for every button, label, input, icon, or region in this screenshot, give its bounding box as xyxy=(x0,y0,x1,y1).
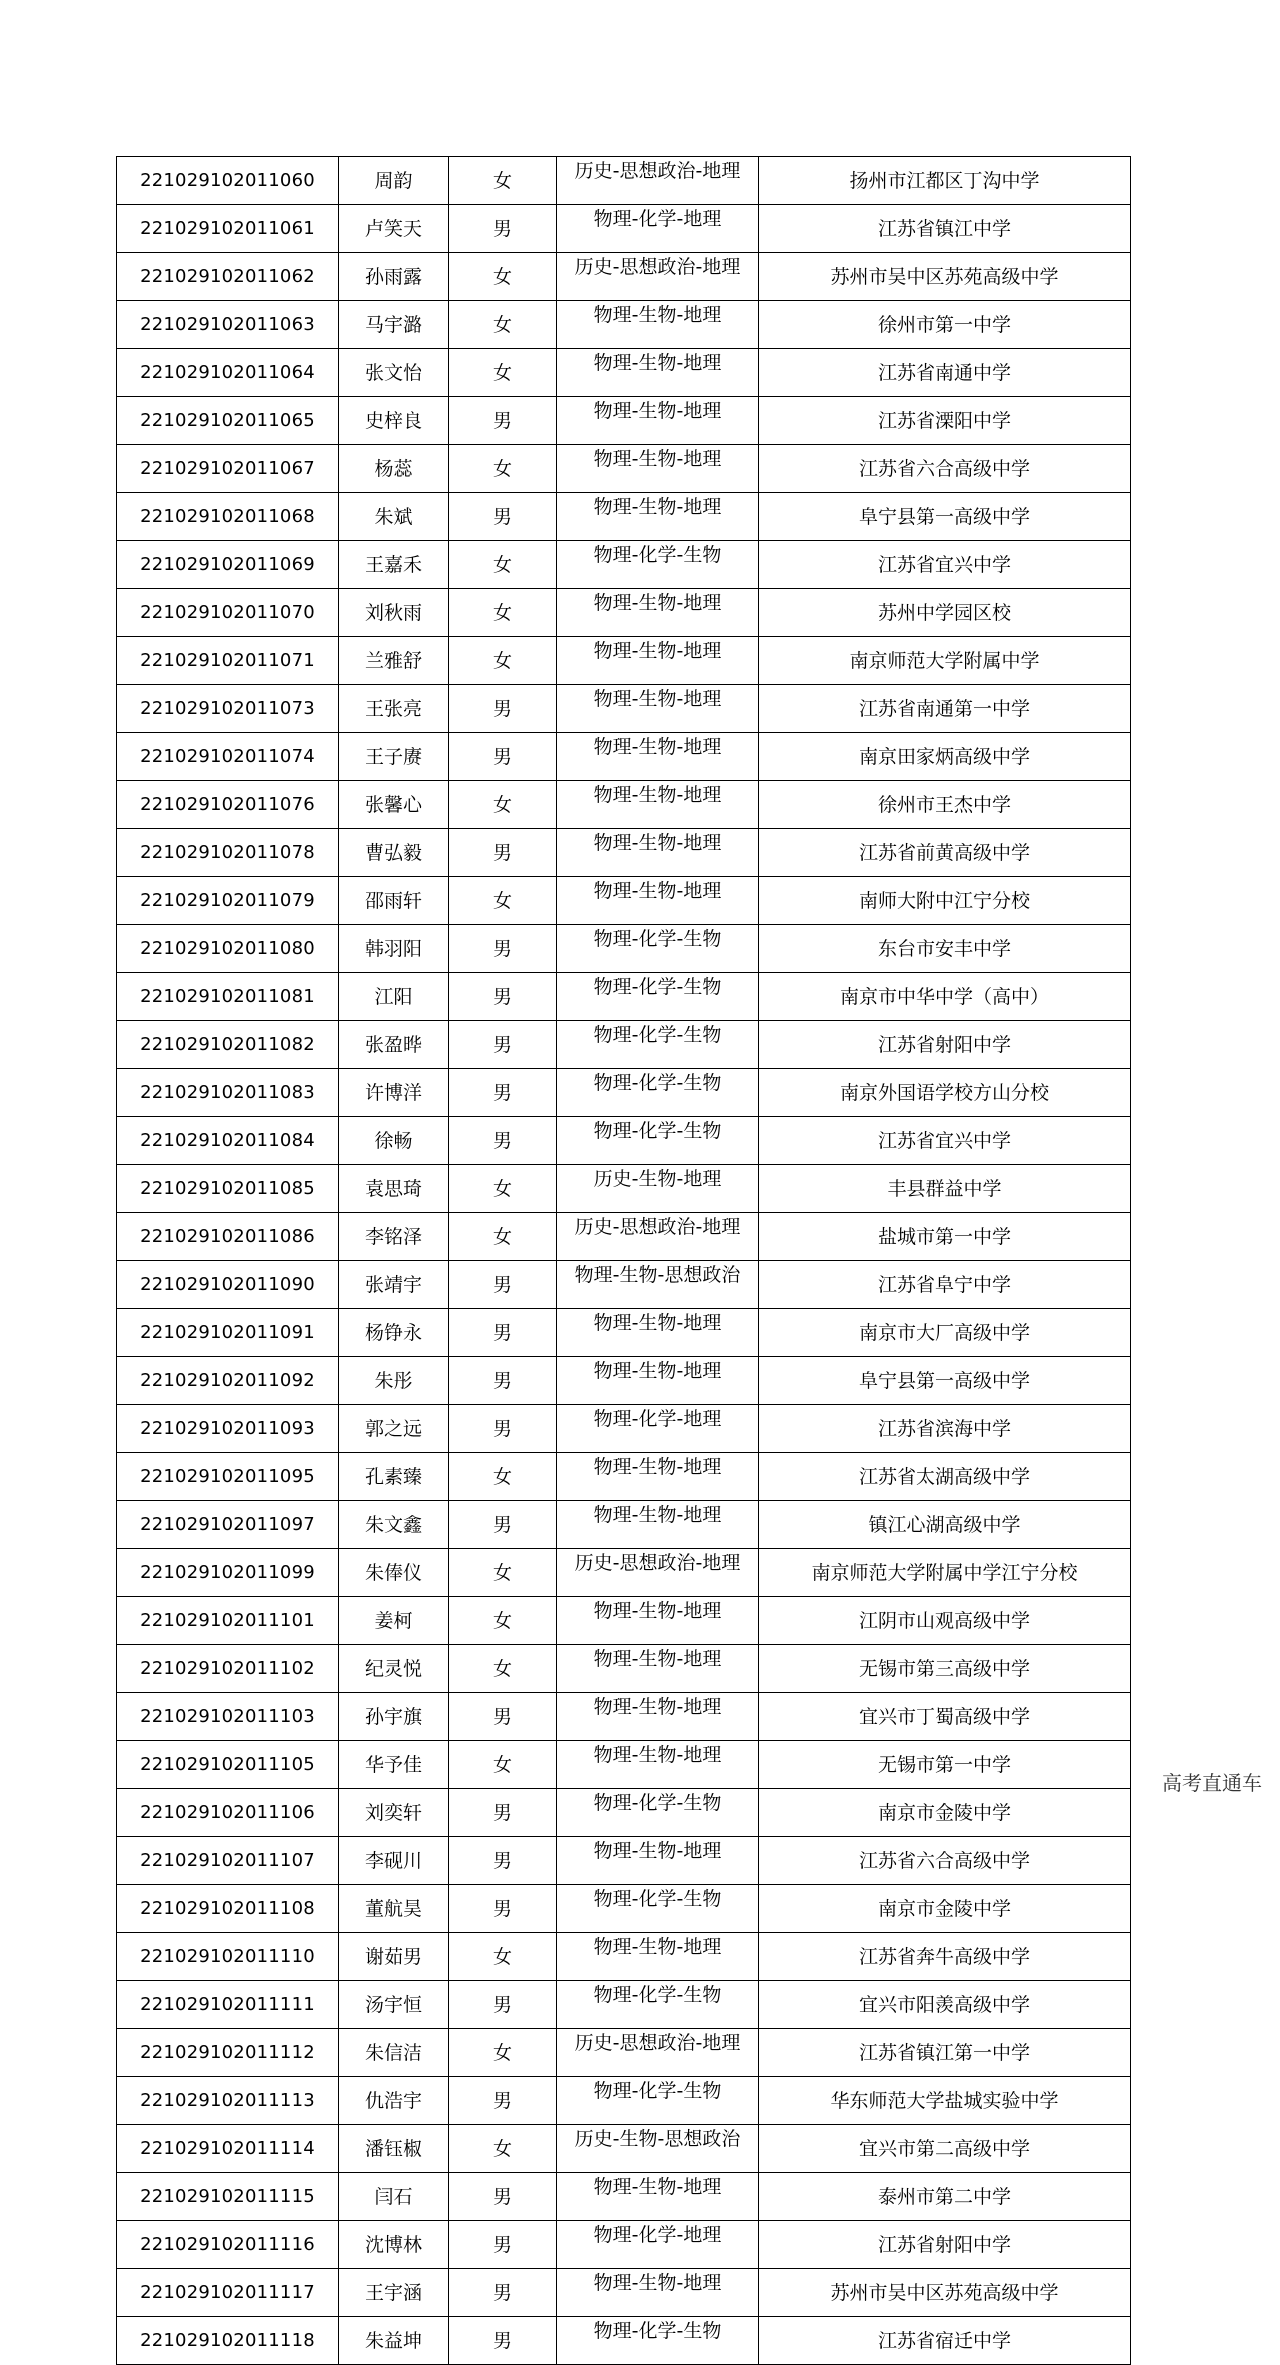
gender-cell: 男 xyxy=(449,2221,557,2269)
table-row xyxy=(117,1981,1131,2029)
gender-cell: 女 xyxy=(449,781,557,829)
school-cell: 东台市安丰中学 xyxy=(759,925,1131,973)
student-id-cell: 221029102011082 xyxy=(117,1021,339,1069)
school-cell: 宜兴市阳羡高级中学 xyxy=(759,1981,1131,2029)
table-row xyxy=(117,877,1131,925)
student-name-cell: 许博洋 xyxy=(339,1069,449,1117)
subject-combo-cell: 历史-思想政治-地理 xyxy=(557,2029,759,2077)
table-row xyxy=(117,1357,1131,1405)
gender-cell: 女 xyxy=(449,1597,557,1645)
student-name-cell: 姜柯 xyxy=(339,1597,449,1645)
table-row xyxy=(117,1597,1131,1645)
student-name-cell: 华予佳 xyxy=(339,1741,449,1789)
gender-cell: 男 xyxy=(449,1837,557,1885)
subject-combo-cell: 历史-生物-地理 xyxy=(557,1165,759,1213)
student-name-cell: 王张亮 xyxy=(339,685,449,733)
subject-combo-cell: 物理-化学-生物 xyxy=(557,2317,759,2365)
school-cell: 江苏省奔牛高级中学 xyxy=(759,1933,1131,1981)
student-id-cell: 221029102011069 xyxy=(117,541,339,589)
student-id-cell: 221029102011083 xyxy=(117,1069,339,1117)
student-name-cell: 张馨心 xyxy=(339,781,449,829)
table-row xyxy=(117,349,1131,397)
subject-combo-cell: 物理-生物-地理 xyxy=(557,2269,759,2317)
school-cell: 江苏省滨海中学 xyxy=(759,1405,1131,1453)
subject-combo-cell: 物理-化学-生物 xyxy=(557,925,759,973)
gender-cell: 女 xyxy=(449,637,557,685)
student-name-cell: 王宇涵 xyxy=(339,2269,449,2317)
gender-cell: 男 xyxy=(449,397,557,445)
table-row xyxy=(117,1933,1131,1981)
table-row xyxy=(117,925,1131,973)
gender-cell: 男 xyxy=(449,829,557,877)
table-row xyxy=(117,205,1131,253)
school-cell: 江阴市山观高级中学 xyxy=(759,1597,1131,1645)
student-id-cell: 221029102011060 xyxy=(117,157,339,205)
table-row xyxy=(117,2077,1131,2125)
gender-cell: 男 xyxy=(449,2269,557,2317)
subject-combo-cell: 物理-生物-思想政治 xyxy=(557,1261,759,1309)
gender-cell: 女 xyxy=(449,1165,557,1213)
table-row xyxy=(117,445,1131,493)
student-id-cell: 221029102011111 xyxy=(117,1981,339,2029)
table-row xyxy=(117,1885,1131,1933)
subject-combo-cell: 物理-生物-地理 xyxy=(557,781,759,829)
subject-combo-cell: 物理-生物-地理 xyxy=(557,1645,759,1693)
school-cell: 江苏省南通第一中学 xyxy=(759,685,1131,733)
school-cell: 江苏省阜宁中学 xyxy=(759,1261,1131,1309)
gender-cell: 男 xyxy=(449,1405,557,1453)
student-id-cell: 221029102011062 xyxy=(117,253,339,301)
student-name-cell: 闫石 xyxy=(339,2173,449,2221)
subject-combo-cell: 物理-化学-地理 xyxy=(557,205,759,253)
subject-combo-cell: 物理-生物-地理 xyxy=(557,1501,759,1549)
gender-cell: 女 xyxy=(449,1741,557,1789)
student-name-cell: 刘奕轩 xyxy=(339,1789,449,1837)
student-name-cell: 韩羽阳 xyxy=(339,925,449,973)
school-cell: 泰州市第二中学 xyxy=(759,2173,1131,2221)
gender-cell: 女 xyxy=(449,349,557,397)
gender-cell: 男 xyxy=(449,1885,557,1933)
roster-body xyxy=(117,157,1131,2365)
student-id-cell: 221029102011106 xyxy=(117,1789,339,1837)
student-id-cell: 221029102011074 xyxy=(117,733,339,781)
school-cell: 徐州市第一中学 xyxy=(759,301,1131,349)
gender-cell: 女 xyxy=(449,1933,557,1981)
table-row xyxy=(117,301,1131,349)
gender-cell: 女 xyxy=(449,2125,557,2173)
school-cell: 江苏省射阳中学 xyxy=(759,1021,1131,1069)
student-name-cell: 潘钰椒 xyxy=(339,2125,449,2173)
student-id-cell: 221029102011114 xyxy=(117,2125,339,2173)
school-cell: 宜兴市第二高级中学 xyxy=(759,2125,1131,2173)
student-name-cell: 曹弘毅 xyxy=(339,829,449,877)
subject-combo-cell: 物理-生物-地理 xyxy=(557,829,759,877)
school-cell: 南京田家炳高级中学 xyxy=(759,733,1131,781)
subject-combo-cell: 物理-生物-地理 xyxy=(557,1933,759,1981)
school-cell: 华东师范大学盐城实验中学 xyxy=(759,2077,1131,2125)
subject-combo-cell: 物理-化学-地理 xyxy=(557,1405,759,1453)
gender-cell: 男 xyxy=(449,1069,557,1117)
student-name-cell: 李砚川 xyxy=(339,1837,449,1885)
student-id-cell: 221029102011110 xyxy=(117,1933,339,1981)
table-row xyxy=(117,1405,1131,1453)
subject-combo-cell: 历史-思想政治-地理 xyxy=(557,253,759,301)
student-id-cell: 221029102011102 xyxy=(117,1645,339,1693)
gender-cell: 男 xyxy=(449,493,557,541)
gender-cell: 男 xyxy=(449,1693,557,1741)
school-cell: 南京市中华中学（高中） xyxy=(759,973,1131,1021)
gender-cell: 男 xyxy=(449,1357,557,1405)
student-id-cell: 221029102011099 xyxy=(117,1549,339,1597)
table-row xyxy=(117,1453,1131,1501)
gender-cell: 男 xyxy=(449,1117,557,1165)
student-name-cell: 纪灵悦 xyxy=(339,1645,449,1693)
subject-combo-cell: 物理-化学-生物 xyxy=(557,1981,759,2029)
student-name-cell: 马宇潞 xyxy=(339,301,449,349)
table-row xyxy=(117,589,1131,637)
school-cell: 盐城市第一中学 xyxy=(759,1213,1131,1261)
student-id-cell: 221029102011095 xyxy=(117,1453,339,1501)
subject-combo-cell: 物理-化学-生物 xyxy=(557,1789,759,1837)
subject-combo-cell: 物理-生物-地理 xyxy=(557,301,759,349)
subject-combo-cell: 物理-生物-地理 xyxy=(557,349,759,397)
gender-cell: 男 xyxy=(449,685,557,733)
student-id-cell: 221029102011073 xyxy=(117,685,339,733)
student-name-cell: 徐畅 xyxy=(339,1117,449,1165)
subject-combo-cell: 物理-生物-地理 xyxy=(557,1357,759,1405)
table-row xyxy=(117,1261,1131,1309)
gender-cell: 男 xyxy=(449,733,557,781)
gender-cell: 女 xyxy=(449,445,557,493)
subject-combo-cell: 物理-生物-地理 xyxy=(557,1837,759,1885)
student-id-cell: 221029102011070 xyxy=(117,589,339,637)
student-id-cell: 221029102011061 xyxy=(117,205,339,253)
table-row xyxy=(117,157,1131,205)
student-name-cell: 朱益坤 xyxy=(339,2317,449,2365)
school-cell: 江苏省溧阳中学 xyxy=(759,397,1131,445)
table-row xyxy=(117,1837,1131,1885)
subject-combo-cell: 物理-生物-地理 xyxy=(557,589,759,637)
school-cell: 江苏省太湖高级中学 xyxy=(759,1453,1131,1501)
gender-cell: 男 xyxy=(449,2173,557,2221)
student-name-cell: 史梓良 xyxy=(339,397,449,445)
subject-combo-cell: 物理-生物-地理 xyxy=(557,733,759,781)
student-name-cell: 袁思琦 xyxy=(339,1165,449,1213)
student-name-cell: 周韵 xyxy=(339,157,449,205)
subject-combo-cell: 物理-生物-地理 xyxy=(557,1309,759,1357)
table-row xyxy=(117,973,1131,1021)
school-cell: 江苏省六合高级中学 xyxy=(759,1837,1131,1885)
gender-cell: 女 xyxy=(449,1645,557,1693)
school-cell: 江苏省南通中学 xyxy=(759,349,1131,397)
table-row xyxy=(117,1789,1131,1837)
student-id-cell: 221029102011064 xyxy=(117,349,339,397)
student-id-cell: 221029102011079 xyxy=(117,877,339,925)
student-name-cell: 沈博林 xyxy=(339,2221,449,2269)
student-name-cell: 王嘉禾 xyxy=(339,541,449,589)
student-name-cell: 朱文鑫 xyxy=(339,1501,449,1549)
subject-combo-cell: 物理-化学-生物 xyxy=(557,541,759,589)
table-row xyxy=(117,733,1131,781)
school-cell: 南师大附中江宁分校 xyxy=(759,877,1131,925)
table-row xyxy=(117,2221,1131,2269)
student-id-cell: 221029102011084 xyxy=(117,1117,339,1165)
student-id-cell: 221029102011091 xyxy=(117,1309,339,1357)
gender-cell: 男 xyxy=(449,1789,557,1837)
student-name-cell: 谢茹男 xyxy=(339,1933,449,1981)
student-name-cell: 张文怡 xyxy=(339,349,449,397)
gender-cell: 女 xyxy=(449,877,557,925)
student-id-cell: 221029102011101 xyxy=(117,1597,339,1645)
table-row xyxy=(117,1069,1131,1117)
student-id-cell: 221029102011103 xyxy=(117,1693,339,1741)
school-cell: 丰县群益中学 xyxy=(759,1165,1131,1213)
student-id-cell: 221029102011063 xyxy=(117,301,339,349)
student-id-cell: 221029102011081 xyxy=(117,973,339,1021)
student-name-cell: 朱信洁 xyxy=(339,2029,449,2077)
student-name-cell: 邵雨轩 xyxy=(339,877,449,925)
watermark-text: 高考直通车 xyxy=(1162,1771,1262,1795)
school-cell: 宜兴市丁蜀高级中学 xyxy=(759,1693,1131,1741)
subject-combo-cell: 物理-生物-地理 xyxy=(557,1597,759,1645)
school-cell: 南京市金陵中学 xyxy=(759,1789,1131,1837)
gender-cell: 男 xyxy=(449,973,557,1021)
school-cell: 无锡市第三高级中学 xyxy=(759,1645,1131,1693)
school-cell: 南京市大厂高级中学 xyxy=(759,1309,1131,1357)
table-row xyxy=(117,637,1131,685)
subject-combo-cell: 物理-化学-生物 xyxy=(557,2077,759,2125)
student-roster-table xyxy=(116,156,1131,2365)
gender-cell: 男 xyxy=(449,2317,557,2365)
student-name-cell: 刘秋雨 xyxy=(339,589,449,637)
student-name-cell: 孙宇旗 xyxy=(339,1693,449,1741)
table-row xyxy=(117,1213,1131,1261)
gender-cell: 女 xyxy=(449,157,557,205)
subject-combo-cell: 物理-化学-地理 xyxy=(557,2221,759,2269)
school-cell: 南京市金陵中学 xyxy=(759,1885,1131,1933)
student-name-cell: 王子赓 xyxy=(339,733,449,781)
subject-combo-cell: 物理-生物-地理 xyxy=(557,685,759,733)
school-cell: 阜宁县第一高级中学 xyxy=(759,1357,1131,1405)
gender-cell: 男 xyxy=(449,2077,557,2125)
table-row xyxy=(117,1693,1131,1741)
table-row xyxy=(117,1021,1131,1069)
school-cell: 南京师范大学附属中学 xyxy=(759,637,1131,685)
student-id-cell: 221029102011068 xyxy=(117,493,339,541)
table-row xyxy=(117,493,1131,541)
student-name-cell: 杨蕊 xyxy=(339,445,449,493)
school-cell: 苏州市吴中区苏苑高级中学 xyxy=(759,253,1131,301)
student-id-cell: 221029102011071 xyxy=(117,637,339,685)
gender-cell: 男 xyxy=(449,205,557,253)
table-row xyxy=(117,2173,1131,2221)
gender-cell: 男 xyxy=(449,925,557,973)
student-name-cell: 李铭泽 xyxy=(339,1213,449,1261)
student-id-cell: 221029102011080 xyxy=(117,925,339,973)
gender-cell: 男 xyxy=(449,1981,557,2029)
school-cell: 江苏省六合高级中学 xyxy=(759,445,1131,493)
school-cell: 江苏省宜兴中学 xyxy=(759,1117,1131,1165)
student-name-cell: 郭之远 xyxy=(339,1405,449,1453)
gender-cell: 女 xyxy=(449,541,557,589)
table-row xyxy=(117,1309,1131,1357)
student-id-cell: 221029102011067 xyxy=(117,445,339,493)
school-cell: 苏州中学园区校 xyxy=(759,589,1131,637)
student-id-cell: 221029102011090 xyxy=(117,1261,339,1309)
school-cell: 江苏省镇江中学 xyxy=(759,205,1131,253)
table-row xyxy=(117,781,1131,829)
school-cell: 镇江心湖高级中学 xyxy=(759,1501,1131,1549)
gender-cell: 女 xyxy=(449,2029,557,2077)
school-cell: 无锡市第一中学 xyxy=(759,1741,1131,1789)
student-name-cell: 江阳 xyxy=(339,973,449,1021)
school-cell: 江苏省射阳中学 xyxy=(759,2221,1131,2269)
gender-cell: 女 xyxy=(449,589,557,637)
subject-combo-cell: 历史-思想政治-地理 xyxy=(557,1213,759,1261)
subject-combo-cell: 物理-生物-地理 xyxy=(557,397,759,445)
student-id-cell: 221029102011078 xyxy=(117,829,339,877)
student-id-cell: 221029102011097 xyxy=(117,1501,339,1549)
student-id-cell: 221029102011092 xyxy=(117,1357,339,1405)
gender-cell: 男 xyxy=(449,1501,557,1549)
student-id-cell: 221029102011117 xyxy=(117,2269,339,2317)
table-row xyxy=(117,1741,1131,1789)
gender-cell: 男 xyxy=(449,1261,557,1309)
table-row xyxy=(117,397,1131,445)
table-row xyxy=(117,1117,1131,1165)
student-name-cell: 杨铮永 xyxy=(339,1309,449,1357)
student-id-cell: 221029102011116 xyxy=(117,2221,339,2269)
table-row xyxy=(117,1645,1131,1693)
student-id-cell: 221029102011115 xyxy=(117,2173,339,2221)
gender-cell: 女 xyxy=(449,1453,557,1501)
student-name-cell: 仇浩宇 xyxy=(339,2077,449,2125)
student-id-cell: 221029102011112 xyxy=(117,2029,339,2077)
subject-combo-cell: 物理-生物-地理 xyxy=(557,877,759,925)
table-row xyxy=(117,685,1131,733)
gender-cell: 男 xyxy=(449,1309,557,1357)
student-id-cell: 221029102011105 xyxy=(117,1741,339,1789)
subject-combo-cell: 物理-生物-地理 xyxy=(557,1741,759,1789)
student-name-cell: 朱俸仪 xyxy=(339,1549,449,1597)
student-name-cell: 孙雨露 xyxy=(339,253,449,301)
student-name-cell: 朱斌 xyxy=(339,493,449,541)
student-name-cell: 卢笑天 xyxy=(339,205,449,253)
school-cell: 扬州市江都区丁沟中学 xyxy=(759,157,1131,205)
gender-cell: 男 xyxy=(449,1021,557,1069)
student-id-cell: 221029102011107 xyxy=(117,1837,339,1885)
subject-combo-cell: 历史-生物-思想政治 xyxy=(557,2125,759,2173)
subject-combo-cell: 物理-生物-地理 xyxy=(557,493,759,541)
table-row xyxy=(117,253,1131,301)
student-name-cell: 汤宇恒 xyxy=(339,1981,449,2029)
subject-combo-cell: 历史-思想政治-地理 xyxy=(557,1549,759,1597)
table-row xyxy=(117,1165,1131,1213)
school-cell: 阜宁县第一高级中学 xyxy=(759,493,1131,541)
student-id-cell: 221029102011118 xyxy=(117,2317,339,2365)
table-row xyxy=(117,1501,1131,1549)
table-row xyxy=(117,2125,1131,2173)
student-name-cell: 朱彤 xyxy=(339,1357,449,1405)
school-cell: 江苏省宿迁中学 xyxy=(759,2317,1131,2365)
student-name-cell: 兰雅舒 xyxy=(339,637,449,685)
subject-combo-cell: 物理-化学-生物 xyxy=(557,1885,759,1933)
school-cell: 徐州市王杰中学 xyxy=(759,781,1131,829)
student-id-cell: 221029102011108 xyxy=(117,1885,339,1933)
table-row xyxy=(117,2317,1131,2365)
table-row xyxy=(117,541,1131,589)
student-name-cell: 张靖宇 xyxy=(339,1261,449,1309)
school-cell: 南京外国语学校方山分校 xyxy=(759,1069,1131,1117)
school-cell: 江苏省镇江第一中学 xyxy=(759,2029,1131,2077)
gender-cell: 女 xyxy=(449,1549,557,1597)
school-cell: 江苏省前黄高级中学 xyxy=(759,829,1131,877)
subject-combo-cell: 物理-化学-生物 xyxy=(557,1021,759,1069)
student-name-cell: 董航昊 xyxy=(339,1885,449,1933)
gender-cell: 女 xyxy=(449,253,557,301)
student-id-cell: 221029102011085 xyxy=(117,1165,339,1213)
student-name-cell: 张盈晔 xyxy=(339,1021,449,1069)
school-cell: 江苏省宜兴中学 xyxy=(759,541,1131,589)
subject-combo-cell: 物理-化学-生物 xyxy=(557,1117,759,1165)
table-row xyxy=(117,2029,1131,2077)
table-row xyxy=(117,2269,1131,2317)
subject-combo-cell: 物理-生物-地理 xyxy=(557,2173,759,2221)
subject-combo-cell: 物理-化学-生物 xyxy=(557,1069,759,1117)
student-name-cell: 孔素臻 xyxy=(339,1453,449,1501)
subject-combo-cell: 历史-思想政治-地理 xyxy=(557,157,759,205)
subject-combo-cell: 物理-化学-生物 xyxy=(557,973,759,1021)
student-id-cell: 221029102011093 xyxy=(117,1405,339,1453)
subject-combo-cell: 物理-生物-地理 xyxy=(557,1453,759,1501)
student-id-cell: 221029102011086 xyxy=(117,1213,339,1261)
student-id-cell: 221029102011065 xyxy=(117,397,339,445)
school-cell: 南京师范大学附属中学江宁分校 xyxy=(759,1549,1131,1597)
student-id-cell: 221029102011076 xyxy=(117,781,339,829)
student-id-cell: 221029102011113 xyxy=(117,2077,339,2125)
subject-combo-cell: 物理-生物-地理 xyxy=(557,1693,759,1741)
table-row xyxy=(117,829,1131,877)
subject-combo-cell: 物理-生物-地理 xyxy=(557,445,759,493)
gender-cell: 女 xyxy=(449,301,557,349)
school-cell: 苏州市吴中区苏苑高级中学 xyxy=(759,2269,1131,2317)
subject-combo-cell: 物理-生物-地理 xyxy=(557,637,759,685)
gender-cell: 女 xyxy=(449,1213,557,1261)
table-row xyxy=(117,1549,1131,1597)
